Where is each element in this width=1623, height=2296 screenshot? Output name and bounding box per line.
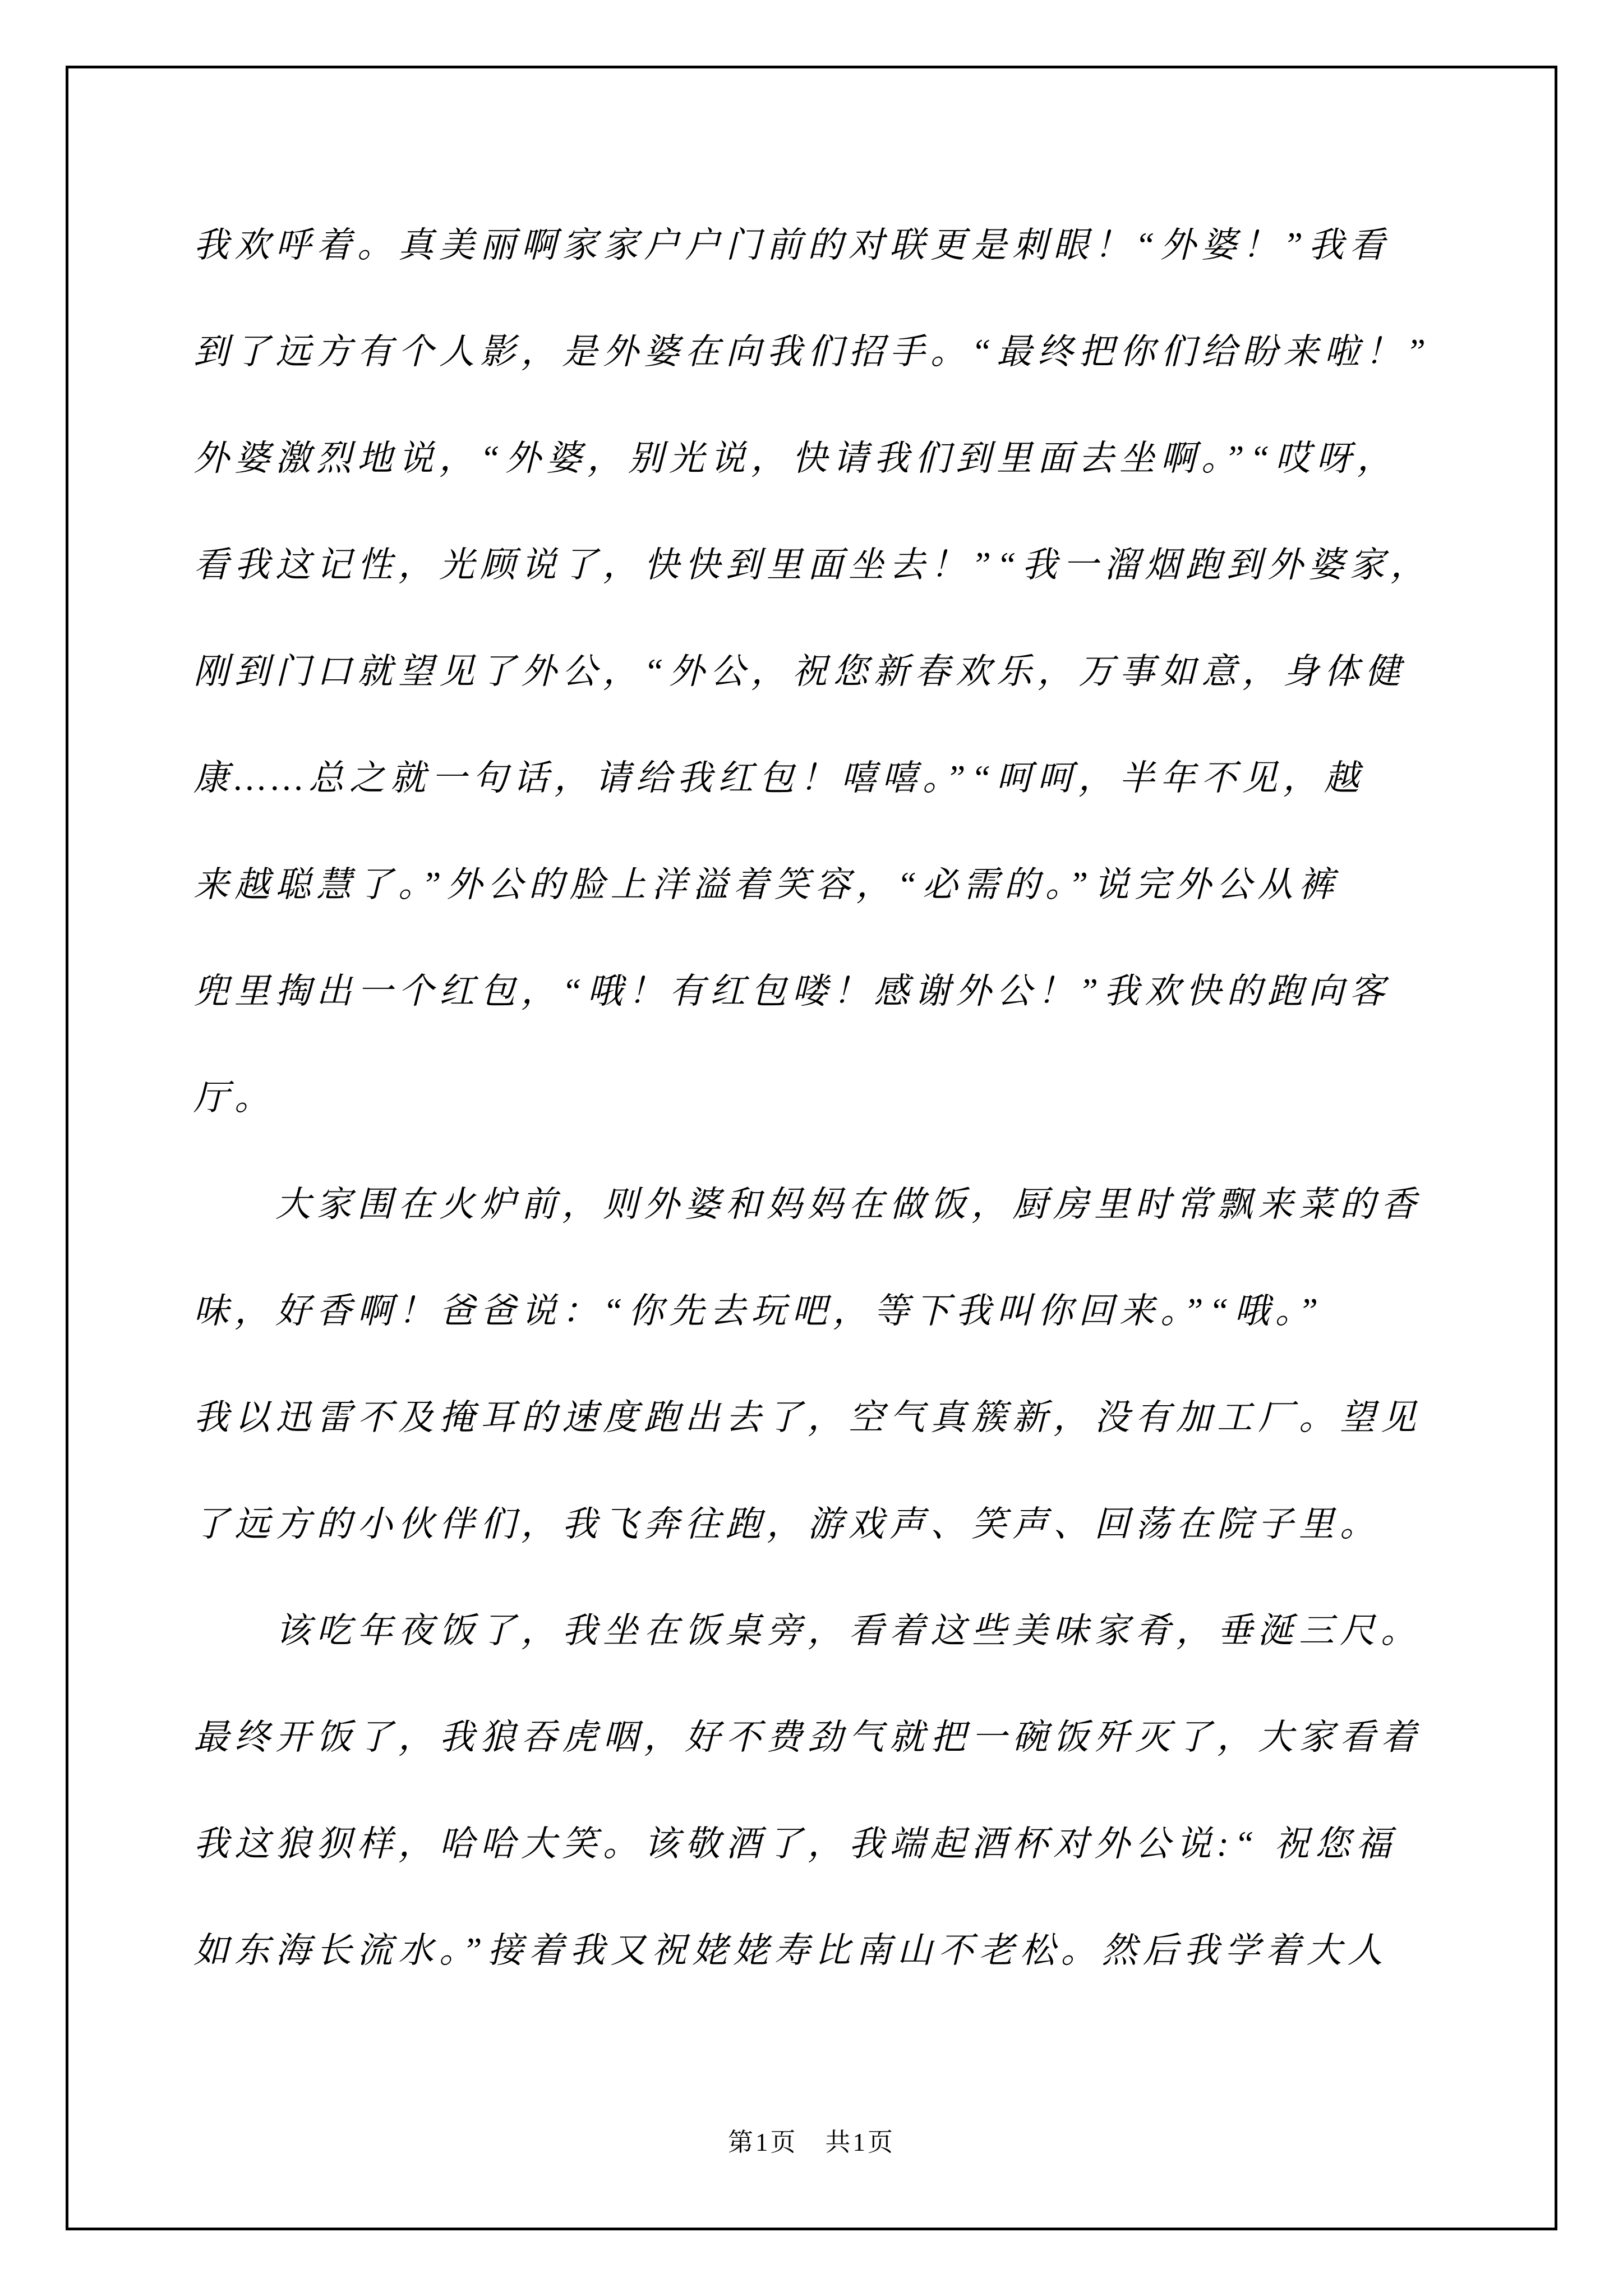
text-line: 兜里掏出一个红包，“哦！有红包喽！感谢外公！”我欢快的跑向客 [193,972,1391,1011]
text-line: 来越聪慧了。”外公的脸上洋溢着笑容，“必需的。”说完外公从裤 [193,865,1340,904]
text-line: 到了远方有个人影，是外婆在向我们招手。“最终把你们给盼来啦！” [193,332,1432,371]
text-line: 味，好香啊！爸爸说：“你先去玩吧，等下我叫你回来。”“哦。” [193,1291,1324,1331]
text-line: 看我这记性，光顾说了，快快到里面坐去！”“我一溜烟跑到外婆家， [193,545,1432,585]
text-line: 我以迅雷不及掩耳的速度跑出去了，空气真簇新，没有加工厂。望见 [193,1398,1422,1437]
text-line: 如东海长流水。”接着我又祝姥姥寿比南山不老松。然后我学着大人 [193,1931,1389,1970]
page-number-footer: 第1页 共1页 [727,2128,895,2156]
text-line: 外婆激烈地说，“外婆，别光说，快请我们到里面去坐啊。”“哎呀， [193,439,1398,478]
text-line: 康……总之就一句话，请给我红包！嘻嘻。”“呵呵，半年不见，越 [193,758,1365,798]
text-line: 最终开饭了，我狼吞虎咽，好不费劲气就把一碗饭歼灭了，大家看着 [193,1718,1422,1757]
text-line: 我欢呼着。真美丽啊家家户户门前的对联更是刺眼！“外婆！”我看 [193,226,1391,265]
text-line: 了远方的小伙伴们，我飞奔往跑，游戏声、笑声、回荡在院子里。 [193,1504,1381,1544]
document-text [193,192,1433,2004]
text-line: 厅。 [193,1078,275,1117]
text-line: 我这狼狈样，哈哈大笑。该敬酒了，我端起酒杯对外公说:“ 祝您福 [193,1824,1397,1864]
text-line: 刚到门口就望见了外公，“外公，祝您新春欢乐，万事如意，身体健 [193,652,1407,691]
text-line: 大家围在火炉前，则外婆和妈妈在做饭，厨房里时常飘来菜的香 [275,1185,1422,1224]
text-line: 该吃年夜饭了，我坐在饭桌旁，看着这些美味家肴，垂涎三尺。 [275,1611,1422,1650]
